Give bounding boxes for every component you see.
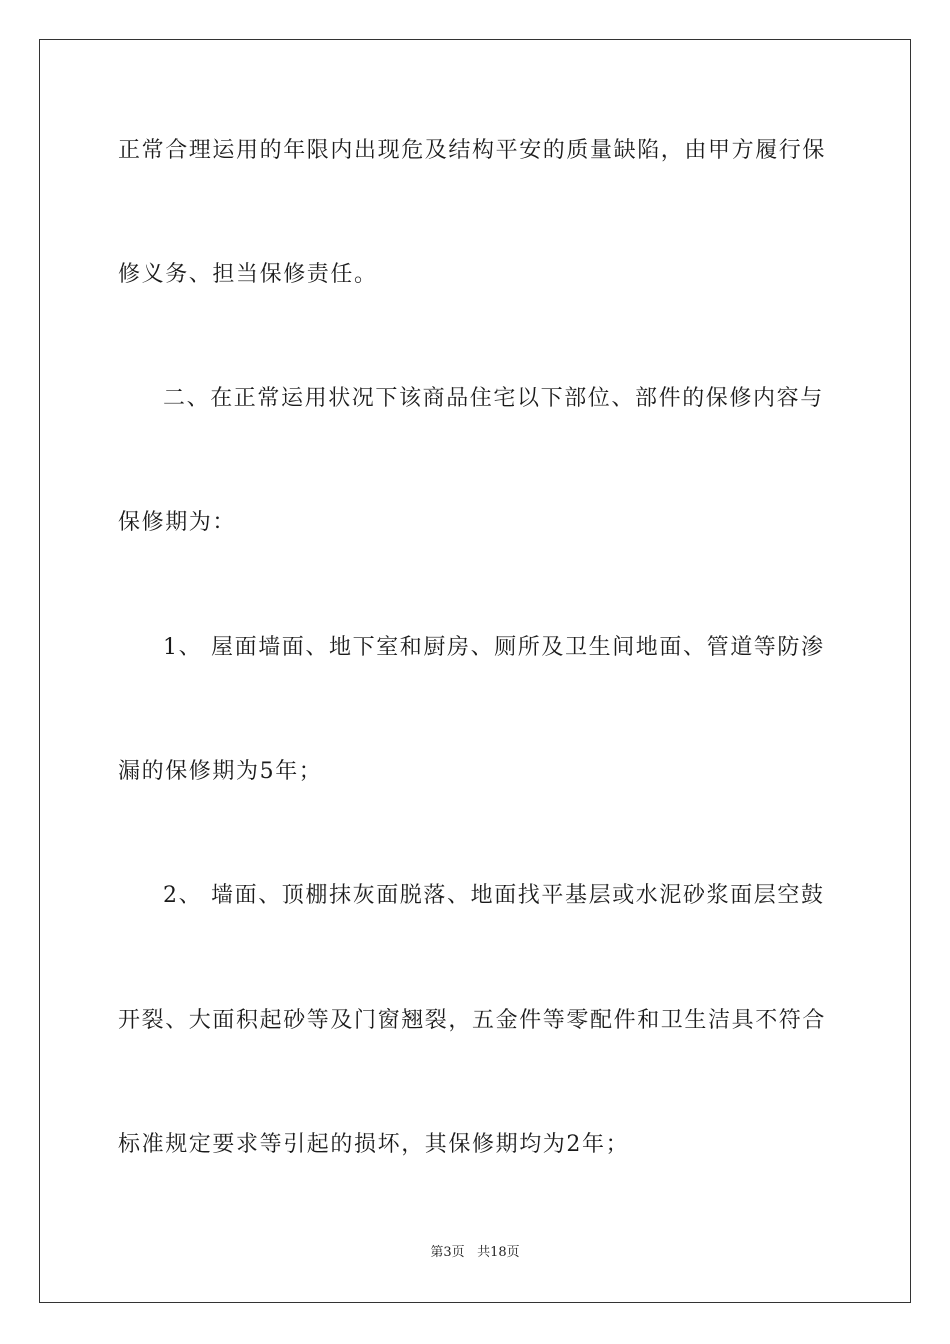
- list-item-1-text: 屋面墙面、地下室和厨房、厕所及卫生间地面、管道等防渗: [211, 635, 825, 660]
- page-total: 共18页: [477, 1245, 520, 1260]
- list-item-2: [163, 881, 834, 911]
- page-footer: [0, 1244, 950, 1262]
- body-line-1: 正常合理运用的年限内出现危及结构平安的质量缺陷，由甲方履行保: [118, 138, 827, 163]
- body-line-4: 保修期为：: [118, 510, 237, 535]
- list-item-2-number: 2、: [163, 883, 203, 908]
- list-item-1-number: 1、: [163, 635, 203, 660]
- page-number: 第3页: [430, 1245, 465, 1260]
- list-item-2-text: 墙面、顶棚抹灰面脱落、地面找平基层或水泥砂浆面层空鼓: [211, 883, 825, 908]
- list-item-2-continuation-1: 开裂、大面积起砂等及门窗翘裂，五金件等零配件和卫生洁具不符合: [118, 1008, 827, 1033]
- list-item-2-continuation-2: 标准规定要求等引起的损坏，其保修期均为2年；: [118, 1132, 630, 1157]
- section-two-heading: 二、在正常运用状况下该商品住宅以下部位、部件的保修内容与: [163, 386, 824, 411]
- list-item-1: [163, 633, 834, 663]
- list-item-1-continuation: 漏的保修期为5年；: [118, 759, 323, 784]
- page-border: [39, 39, 911, 1303]
- body-line-2: 修义务、担当保修责任。: [118, 262, 378, 287]
